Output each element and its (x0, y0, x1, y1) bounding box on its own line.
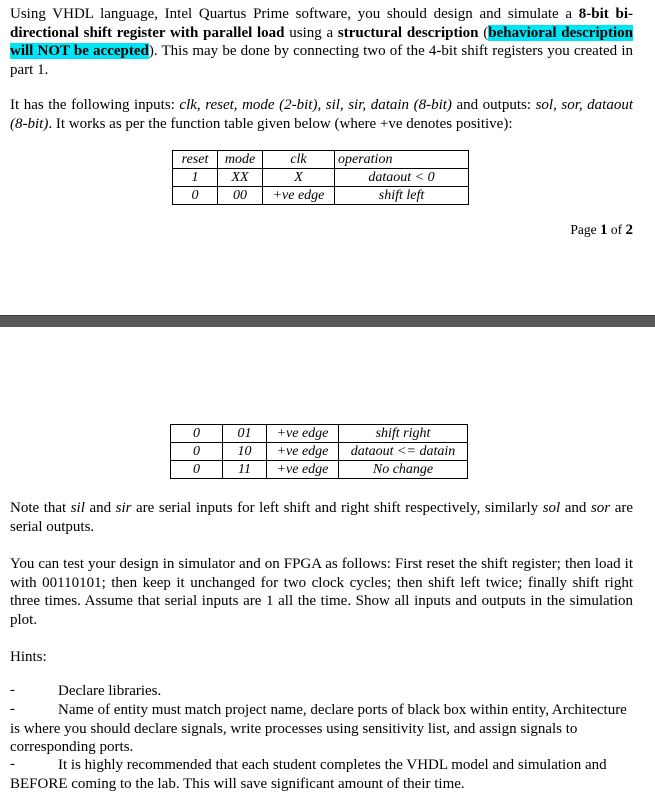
table-row (171, 425, 468, 443)
hint-bullet: - (10, 756, 15, 772)
cell-reset: 0 (171, 425, 223, 443)
page-total: 2 (625, 222, 633, 238)
page-current: 1 (600, 222, 608, 238)
io-text: . It works as per the function table given below (where +ve denotes positive): (48, 115, 513, 132)
table-header-row (173, 151, 469, 169)
cell-operation: shift left (335, 187, 469, 205)
io-text: It has the following inputs: (10, 97, 180, 113)
table-row (173, 169, 469, 187)
intro-text: ( (478, 24, 489, 41)
cell-clk: +ve edge (267, 443, 339, 461)
intro-paragraph (10, 5, 633, 79)
header-clk: clk (263, 151, 335, 169)
cell-mode: 00 (218, 187, 263, 205)
note-sor: sor (590, 500, 611, 516)
cell-reset: 0 (173, 187, 218, 205)
note-sir: sir (115, 500, 132, 516)
cell-reset: 1 (173, 169, 218, 187)
intro-bold-structural: structural description (337, 24, 479, 41)
header-mode: mode (218, 151, 263, 169)
intro-bold-title: 8-bit bi-directional shift register with parallel load (10, 6, 633, 41)
hint-bullet: - (10, 682, 15, 698)
cell-clk: X (263, 169, 335, 187)
note-sol: sol (542, 500, 561, 516)
cell-clk: +ve edge (263, 187, 335, 205)
test-paragraph: You can test your design in simulator and on FPGA as follows: First reset the shift register; then load it with 00110101; then keep it unchanged for two clock cycles; then shift left twice; finally shift right three times. Assume that serial inputs are 1 all the time. Show all inputs and outputs in the simulation plot. (10, 556, 633, 628)
page-number: Page 1 of 2 (570, 222, 633, 238)
cell-reset: 0 (171, 443, 223, 461)
hints-title: Hints: (10, 649, 47, 665)
cell-operation: No change (339, 461, 468, 479)
hint-bullet: - (10, 701, 15, 717)
intro-text: using a (284, 24, 338, 41)
intro-highlight-behavioral: behavioral description will NOT be accepted (10, 24, 633, 60)
note-paragraph: Note that sil and sir are serial inputs for left shift and right shift respectively, similarly sol and sor are serial outputs. (10, 500, 633, 535)
cell-operation: dataout <= datain (339, 443, 468, 461)
cell-clk: +ve edge (267, 461, 339, 479)
cell-mode: 01 (223, 425, 267, 443)
function-table-part2 (170, 424, 468, 479)
hint-item-2: Name of entity must match project name, declare ports of black box within entity, Architecture is where you should declare signals, write processes using sensitivity list, and assign signals to corresponding ports. (10, 702, 627, 756)
note-sil: sil (70, 500, 85, 516)
hint-item-1: Declare libraries. (58, 683, 162, 699)
intro-text: ). This may be done by connecting two of the 4-bit shift registers you created in part 1. (10, 43, 633, 78)
cell-reset: 0 (171, 461, 223, 479)
function-table-part1 (172, 150, 469, 205)
hint-item-3: It is highly recommended that each student completes the VHDL model and simulation and BEFORE coming to the lab. This will save significant amount of their time. (10, 757, 607, 792)
table-row (173, 187, 469, 205)
header-operation: operation (335, 151, 469, 169)
cell-clk: +ve edge (267, 425, 339, 443)
io-text: and outputs: (451, 97, 536, 113)
cell-mode: XX (218, 169, 263, 187)
io-paragraph (10, 96, 633, 133)
io-inputs: clk, reset, mode (2-bit), sil, sir, datain (8-bit) (179, 97, 452, 113)
cell-mode: 10 (223, 443, 267, 461)
header-reset: reset (173, 151, 218, 169)
page-break-divider (0, 315, 655, 327)
table-row (171, 461, 468, 479)
cell-operation: shift right (339, 425, 468, 443)
cell-mode: 11 (223, 461, 267, 479)
cell-operation: dataout < 0 (335, 169, 469, 187)
table-row (171, 443, 468, 461)
io-outputs: sol, sor, dataout (8-bit) (10, 97, 634, 132)
intro-text: Using VHDL language, Intel Quartus Prime software, you should design and simulate a (10, 6, 579, 22)
